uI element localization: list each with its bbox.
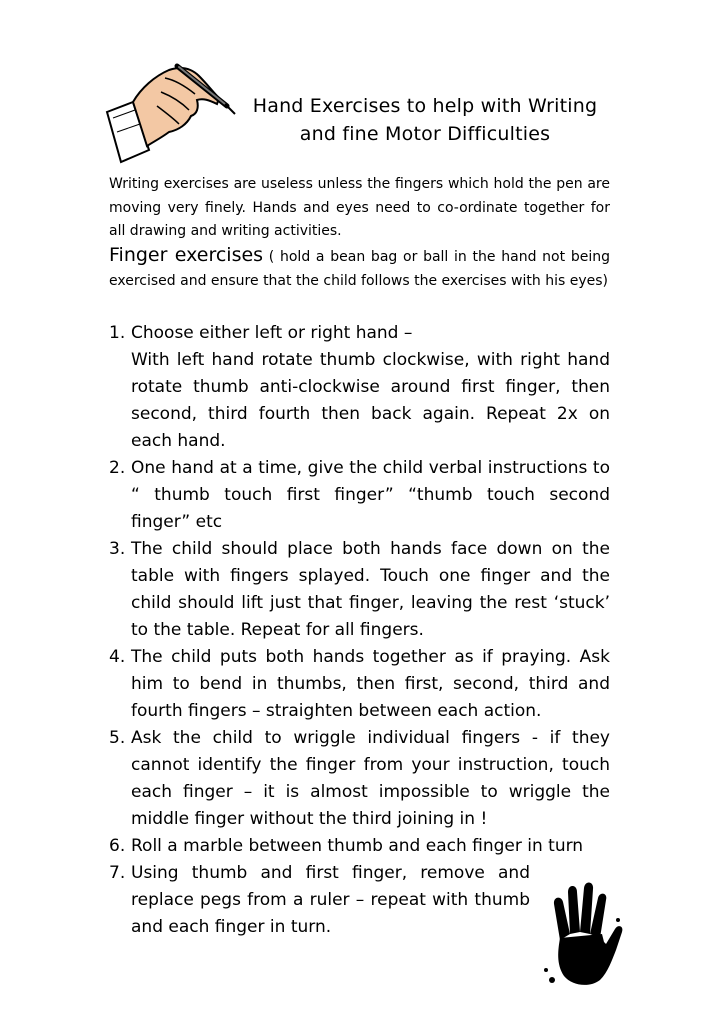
finger-exercises-note: ( hold a bean bag or ball in the hand not being exercised and ensure that the child follows the exercises with his eyes) — [109, 249, 610, 289]
list-item-text: Using thumb and first finger, remove and replace pegs from a ruler – repeat with thumb and each finger in turn. — [131, 863, 530, 937]
list-item — [109, 725, 610, 833]
list-item-text: Ask the child to wriggle individual fingers - if they cannot identify the finger from your instruction, touch each finger – it is almost impossible to wriggle the middle finger without the third joining in ! — [131, 728, 610, 829]
list-item-text: Roll a marble between thumb and each finger in turn — [131, 836, 584, 856]
list-item-number: 1. — [109, 323, 126, 343]
list-item-number: 5. — [109, 728, 126, 748]
list-item-number: 2. — [109, 458, 126, 478]
list-item-number: 7. — [109, 863, 126, 883]
handprint-icon — [538, 880, 628, 990]
list-item-number: 6. — [109, 836, 126, 856]
list-item — [109, 644, 610, 725]
list-item — [109, 860, 610, 941]
list-item-text: The child puts both hands together as if praying. Ask him to bend in thumbs, then first, second, third and fourth fingers – straighten between each action. — [131, 647, 610, 721]
finger-exercises-heading: Finger exercises — [109, 244, 264, 266]
list-item-text: One hand at a time, give the child verbal instructions to “ thumb touch first finger” “thumb touch second finger” etc — [131, 458, 610, 532]
title-line-1: Hand Exercises to help with Writing — [252, 95, 598, 117]
list-item-text: Choose either left or right hand – — [131, 323, 413, 343]
list-item — [109, 833, 610, 860]
intro-paragraph: Writing exercises are useless unless the fingers which hold the pen are moving very finely. Hands and eyes need to co-ordinate together for all drawing and writing activities. — [109, 176, 610, 239]
list-item — [109, 455, 610, 536]
title-line-2: and fine Motor Difficulties — [299, 123, 551, 145]
finger-exercises-paragraph — [109, 244, 610, 293]
exercise-list — [109, 320, 610, 941]
list-item-text: The child should place both hands face down on the table with fingers splayed. Touch one finger and the child should lift just that finger, leaving the rest ‘stuck’ to the table. Repeat for all fingers. — [131, 539, 610, 640]
list-item — [109, 320, 610, 455]
list-item — [109, 536, 610, 644]
list-item-number: 4. — [109, 647, 126, 667]
list-item-text-continued: With left hand rotate thumb clockwise, with right hand rotate thumb anti-clockwise around first finger, then second, third fourth then back again. Repeat 2x on each hand. — [131, 350, 610, 451]
list-item-number: 3. — [109, 539, 126, 559]
hand-holding-pen-icon — [103, 58, 243, 168]
page-title — [225, 92, 625, 148]
